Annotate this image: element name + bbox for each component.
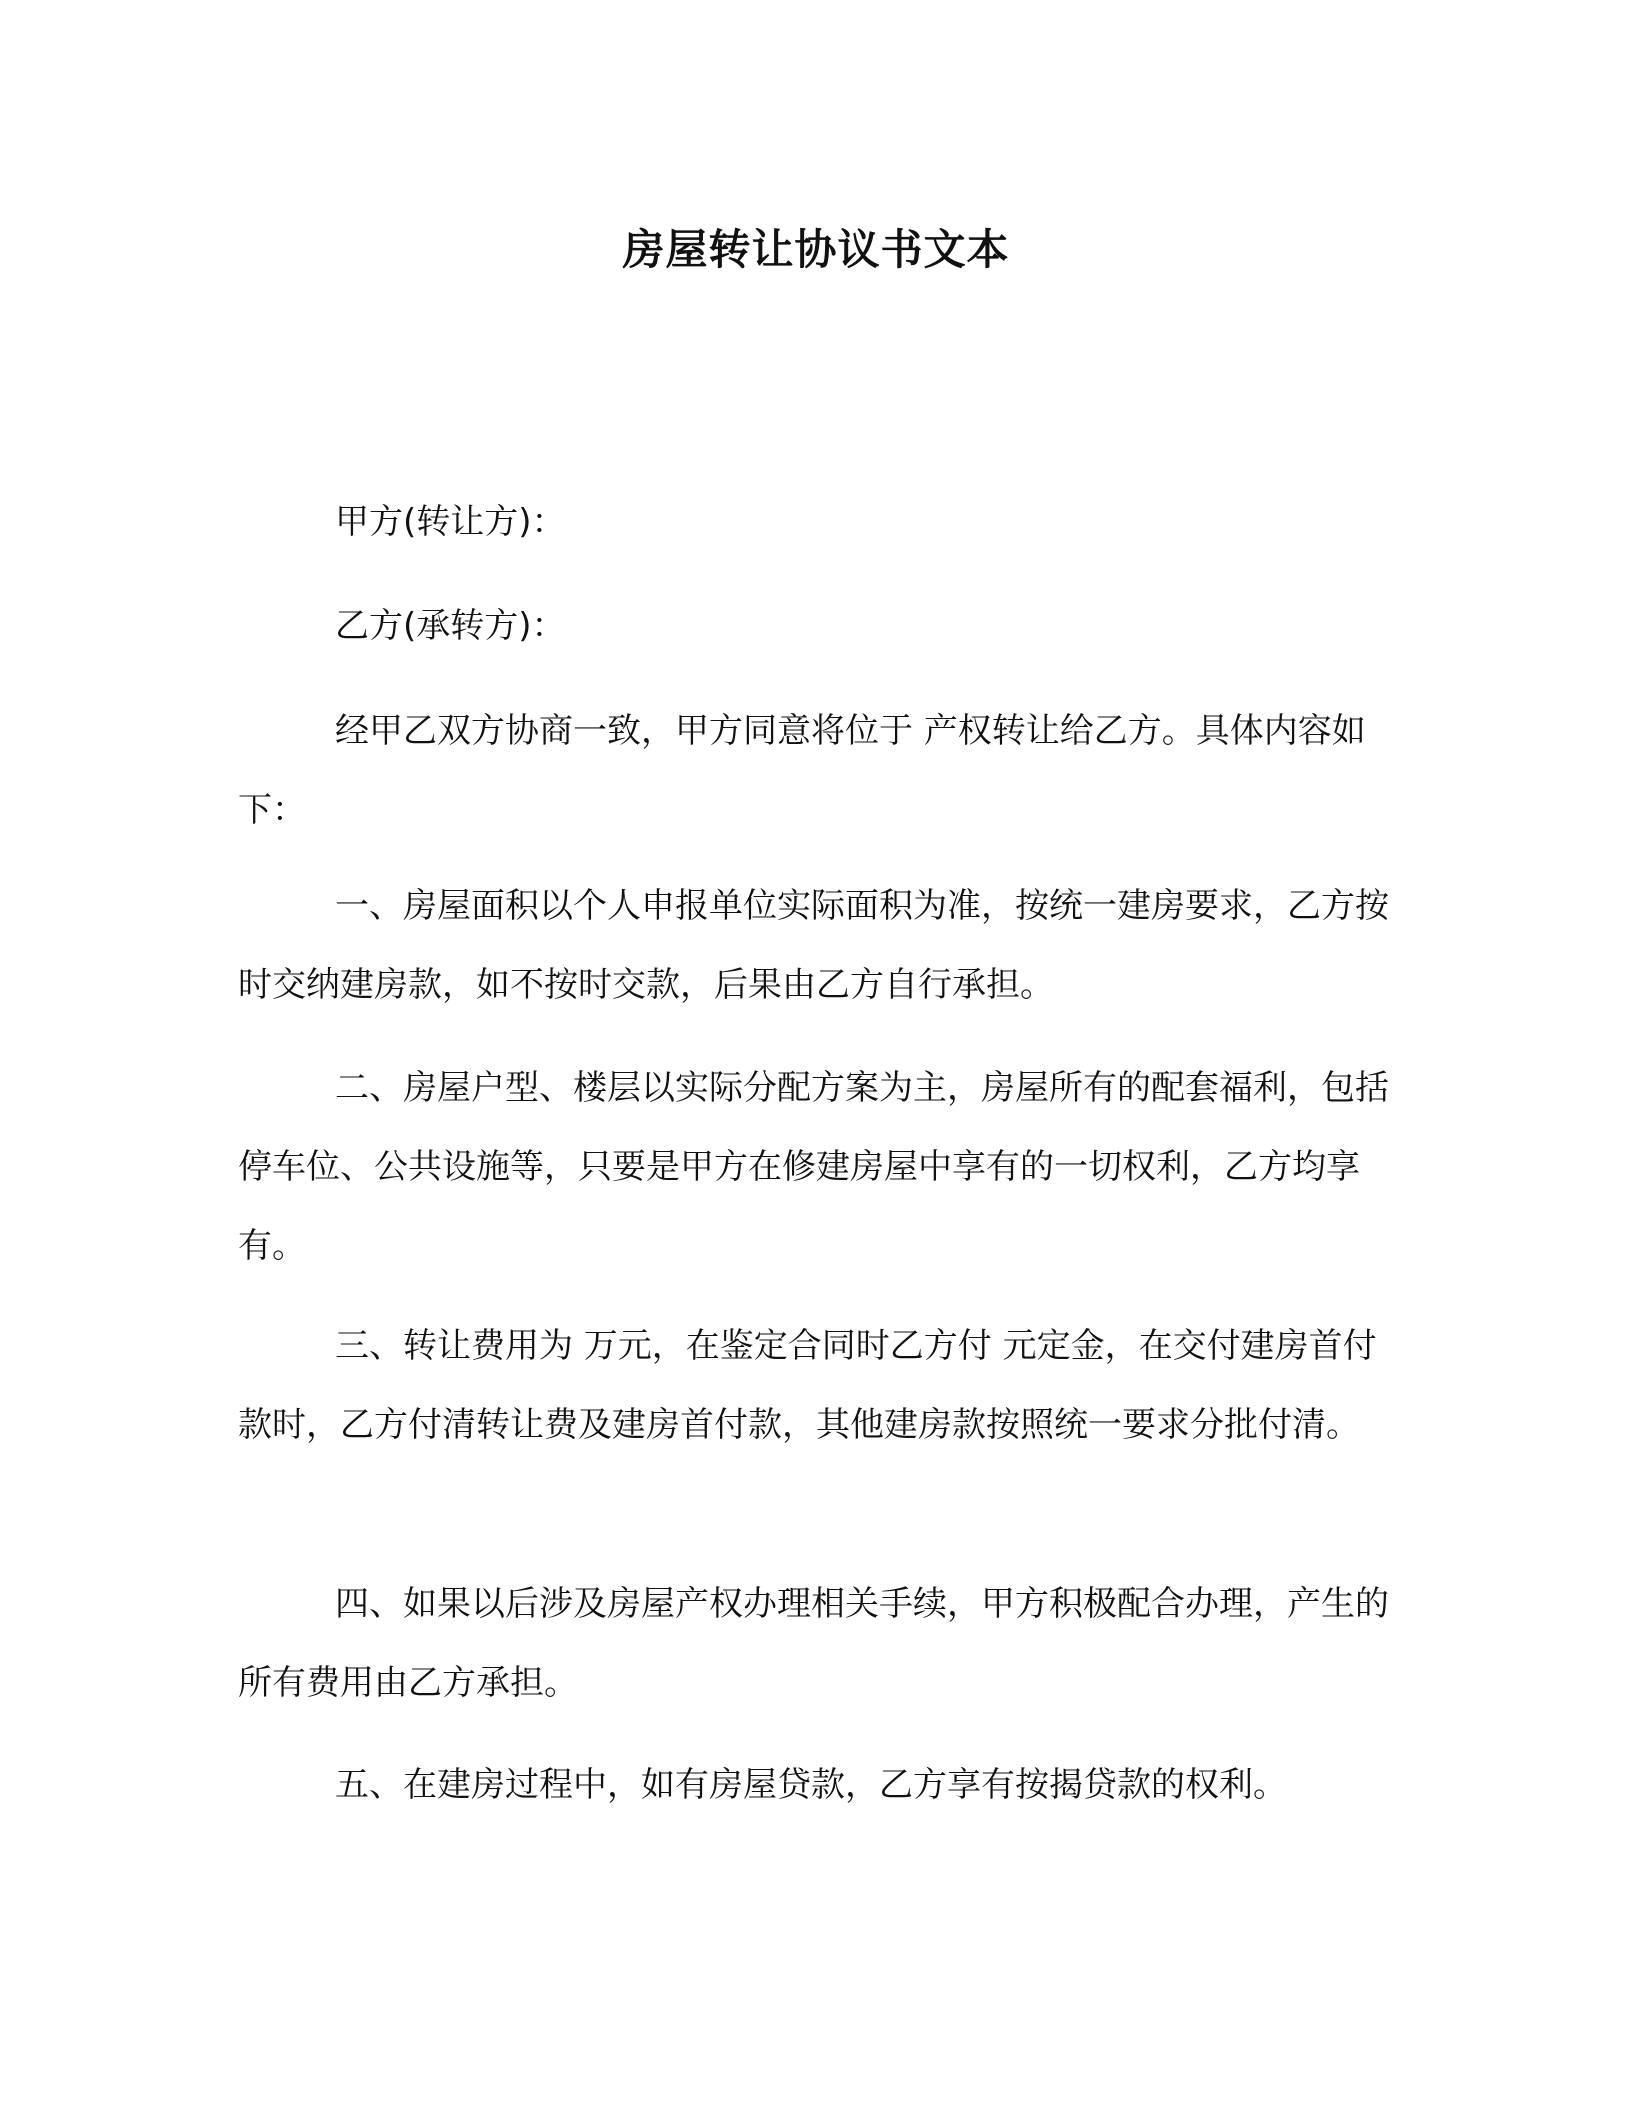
- clause-5: 五、在建房过程中，如有房屋贷款，乙方享有按揭贷款的权利。: [335, 1765, 1287, 1805]
- clause-2: 二、房屋户型、楼层以实际分配方案为主，房屋所有的配套福利，包括停车位、公共设施等，只要是甲方在修建房屋中享有的一切权利，乙方均享有。: [238, 1068, 1389, 1266]
- intro-paragraph: 经甲乙双方协商一致，甲方同意将位于 产权转让给乙方。具体内容如下：: [238, 711, 1366, 830]
- clause-3: 三、转让费用为 万元，在鉴定合同时乙方付 元定金，在交付建房首付款时，乙方付清转让费及建房首付款，其他建房款按照统一要求分批付清。: [238, 1326, 1377, 1445]
- clause-1: 一、房屋面积以个人申报单位实际面积为准，按统一建房要求，乙方按时交纳建房款，如不按时交款，后果由乙方自行承担。: [238, 886, 1389, 1005]
- clause-4: 四、如果以后涉及房屋产权办理相关手续，甲方积极配合办理，产生的所有费用由乙方承担。: [238, 1584, 1389, 1703]
- party-b-line: 乙方(承转方)：: [335, 606, 566, 646]
- document-title: 房屋转让协议书文本: [622, 225, 1010, 274]
- party-a-line: 甲方(转让方)：: [335, 502, 566, 542]
